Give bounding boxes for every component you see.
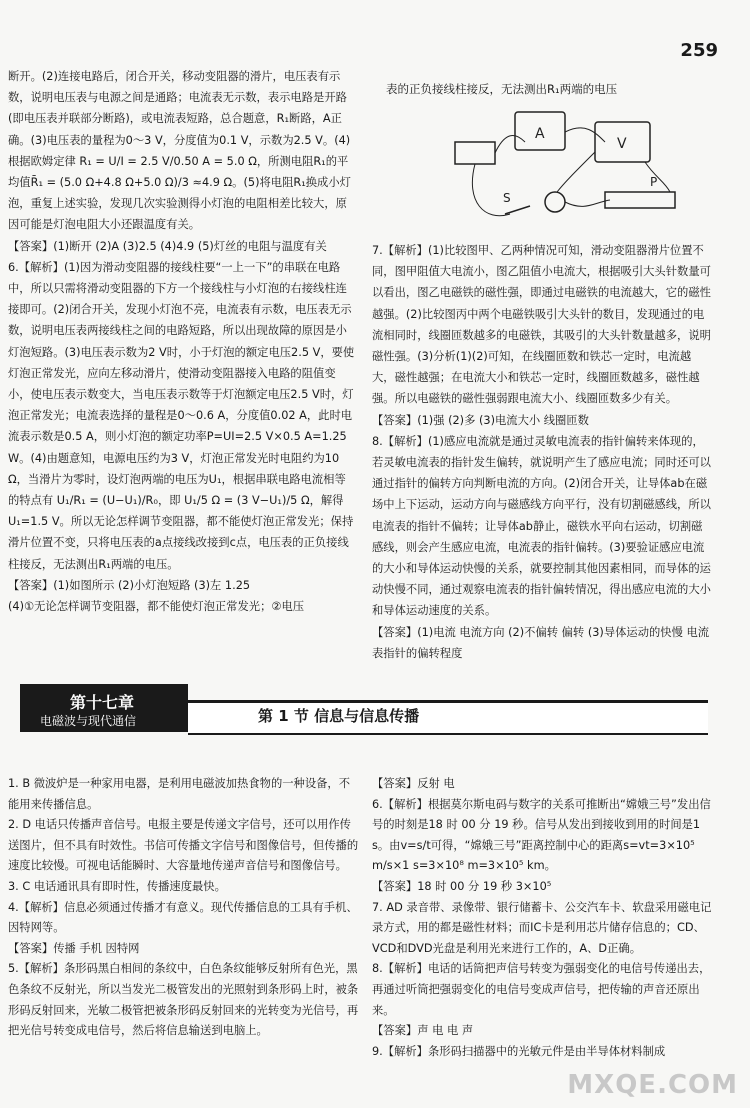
page-number: 259 bbox=[680, 40, 718, 61]
chapter-title: 第十七章 bbox=[70, 693, 135, 712]
answer-line: 【答案】反射 电 bbox=[372, 777, 455, 790]
paragraph: 断开。(2)连接电路后，闭合开关，移动变阻器的滑片，电压表有示数，说明电压表与电源之间是通路；电流表无示数，表示电路是开路(即电压表并联部分断路)，或电流表短路，总合题意，R₁断路，A正确。(3)电压表的量程为0～3 V，分度值为0.1 V，示数为2.5 V。(4)根据欧姆定律 R₁ = U/I = 2.5 V/0.50 A = 5.0 Ω，所测电阻R₁的平均值R̄₁ = (5.0 Ω+4.8 Ω+5.0 Ω)/3 ≈4.9 Ω。(5)将电阻R₁换成小灯泡，重复上述实验，发现几次实验测得小灯泡的电阻相差比较大，原因可能是灯泡电阻大小还跟温度有关。 bbox=[8, 70, 351, 232]
paragraph: 8.【解析】(1)感应电流就是通过灵敏电流表的指针偏转来体现的，若灵敏电流表的指针发生偏转，就说明产生了感应电流；同时还可以通过指针的偏转方向判断电流的方向。(2)闭合开关，让导体ab在磁场中上下运动，运动方向与磁感线方向平行，没有切割磁感线，所以电流表的指针不偏转；让导体ab静止，磁铁水平向右运动，切割磁感线，则会产生感应电流，电流表的指针偏转。(3)要验证感应电流的大小和导体运动快慢的关系，就要控制其他因素相同，而导体的运动快慢不同，通过观察电流表的指针偏转情况，得出感应电流的大小和导体运动速度的关系。 bbox=[372, 434, 711, 618]
section-title: 第 1 节 信息与信息传播 bbox=[258, 707, 420, 725]
paragraph: 7.【解析】(1)比较图甲、乙两种情况可知，滑动变阻器滑片位置不同，图甲阻值大电流小，图乙阻值小电流大，根据吸引大头针数量可以看出，图乙电磁铁的磁性强，即通过电磁铁的电流越大，它的磁性越强。(2)比较图丙中两个电磁铁吸引大头针的数目，发现通过的电流相同时，线圈匝数越多的电磁铁，其吸引的大头针数量越多，说明磁性强。(3)分析(1)(2)可知，在线圈匝数和铁芯一定时，电流越大，磁性越强；在电流大小和铁芯一定时，线圈匝数越多，磁性越强。所以电磁铁的磁性强弱跟电流大小、线圈匝数多少有关。 bbox=[372, 244, 711, 406]
chapter-subtitle: 电磁波与现代通信 bbox=[40, 714, 137, 728]
circuit-figure bbox=[445, 102, 705, 232]
paragraph: 6.【解析】(1)因为滑动变阻器的接线柱要“一上一下”的串联在电路中，所以只需将滑动变阻器的下方一个接线柱与小灯泡的右接线柱连接即可。(2)闭合开关，发现小灯泡不亮，电流表有示数，电压表无示数，说明电压表两接线柱之间的电路短路，所以出现故障的原因是小灯泡短路。(3)电压表示数为2 V时，小于灯泡的额定电压2.5 V，要使灯泡正常发光，应向左移动滑片，使滑动变阻器接入电路的阻值变小，使电压表示数变大，当电压表示数等于灯泡额定电压2.5 V时，灯泡正常发光；电流表选择的量程是0～0.6 A，分度值0.02 A，此时电流表示数是0.5 A，则小灯泡的额定功率P=UI=2.5 V×0.5 A=1.25 W。(4)由题意知，电源电压约为3 V，灯泡正常发光时电阻约为10 Ω，当滑片为零时，设灯泡两端的电压为U₁，根据串联电路电流相等的特点有 U₁/R₁ = (U−U₁)/R₀，即 U₁/5 Ω = (3 V−U₁)/5 Ω，解得U₁=1.5 V。所以无论怎样调节变阻器，都不能使灯泡正常发光；保持滑片位置不变，只将电压表的a点接线改接到c点，电压表的正负接线柱接反，无法测出R₁两端的电压。 bbox=[8, 260, 355, 571]
watermark: MXQE.COM bbox=[567, 1070, 738, 1100]
answer-line: 【答案】(1)如图所示 (2)小灯泡短路 (3)左 1.25 bbox=[8, 578, 251, 592]
bottom-left-column bbox=[8, 774, 360, 1042]
answer-line: 【答案】(1)断开 (2)A (3)2.5 (4)4.9 (5)灯丝的电阻与温度有关 bbox=[8, 239, 327, 253]
right-column bbox=[372, 240, 712, 664]
paragraph: 8.【解析】电话的话筒把声信号转变为强弱变化的电信号传递出去，再通过听筒把强弱变化的电信号变成声信号，把传输的声音还原出来。 bbox=[372, 962, 711, 1017]
answer-line: 【答案】18 时 00 分 19 秒 3×10⁵ bbox=[372, 879, 552, 893]
svg-text:P: P bbox=[650, 175, 658, 189]
svg-text:V: V bbox=[617, 136, 627, 152]
paragraph: 3. C 电话通讯具有即时性，传播速度最快。 bbox=[8, 879, 226, 893]
chapter-box bbox=[20, 684, 188, 732]
paragraph: 4.【解析】信息必须通过传播才有意义。现代传播信息的工具有手机、因特网等。 bbox=[8, 900, 358, 935]
bottom-right-column bbox=[372, 774, 712, 1062]
paragraph: 1. B 微波炉是一种家用电器，是利用电磁波加热食物的一种设备，不能用来传播信息。 bbox=[8, 777, 351, 811]
answer-line: 【答案】(1)强 (2)多 (3)电流大小 线圈匝数 bbox=[372, 413, 589, 427]
paragraph: 2. D 电话只传播声音信号。电报主要是传递文字信号，还可以用作传送图片，但不具有时效性。书信可传播文字信号和图像信号，但传播的速度比较慢。可视电话能瞬时、大容量地传递声音信号和图像信号。 bbox=[8, 818, 359, 873]
paragraph: 7. AD 录音带、录像带、银行储蓄卡、公交汽车卡、软盘采用磁电记录方式，用的都是磁性材料；而IC卡是利用芯片储存信息的；CD、VCD和DVD光盘是利用光来进行工作的，A、D正确。 bbox=[372, 900, 712, 955]
answer-line: (4)①无论怎样调节变阻器，都不能使灯泡正常发光；②电压 bbox=[8, 600, 305, 614]
svg-text:A: A bbox=[535, 126, 545, 142]
paragraph: 9.【解析】条形码扫描器中的光敏元件是由半导体材料制成 bbox=[372, 1044, 666, 1058]
chapter-banner bbox=[8, 682, 733, 738]
answer-line: 【答案】传播 手机 因特网 bbox=[8, 941, 140, 955]
figure-caption: 表的正负接线柱接反，无法测出R₁两端的电压 bbox=[386, 82, 618, 96]
answer-line: 【答案】(1)电流 电流方向 (2)不偏转 偏转 (3)导体运动的快慢 电流表指针的偏转程度 bbox=[372, 625, 710, 660]
svg-text:S: S bbox=[503, 191, 511, 205]
paragraph: 5.【解析】条形码黑白相间的条纹中，白色条纹能够反射所有色光，黑色条纹不反射光，所以当发光二极管发出的光照射到条形码上时，被条形码反射回来，光敏二极管把被条形码反射回来的光转变为光信号，再把光信号转变成电信号，然后将信息输送到电脑上。 bbox=[8, 962, 359, 1038]
paragraph: 6.【解析】根据莫尔斯电码与数字的关系可推断出“嫦娥三号”发出信号的时刻是18 时 00 分 19 秒。信号从发出到接收到用的时间是1 s。由v=s/t可得，“嫦娥三号”距离控制中心的距离s=vt=3×10⁵ m/s×1 s=3×10⁸ m=3×10⁵ km。 bbox=[372, 797, 711, 873]
left-column bbox=[8, 66, 356, 617]
answer-line: 【答案】声 电 电 声 bbox=[372, 1024, 474, 1038]
